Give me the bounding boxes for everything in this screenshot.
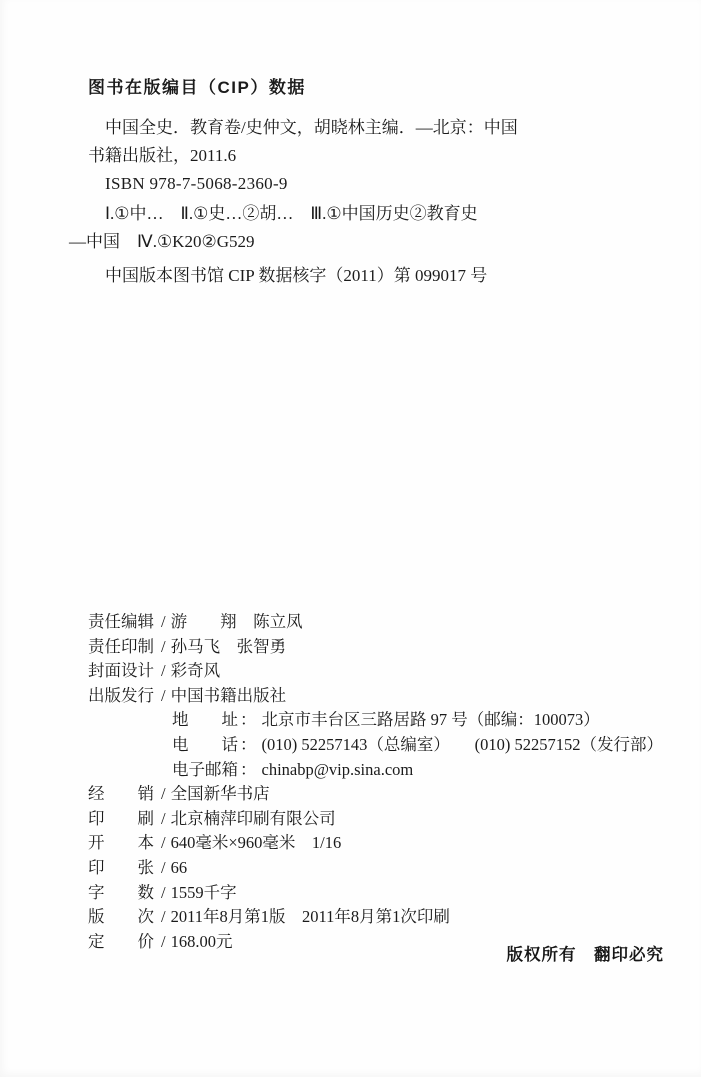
slash-separator: /	[161, 636, 166, 656]
publisher-email-row	[172, 758, 688, 783]
cip-classification-line1: Ⅰ.①中… Ⅱ.①史…②胡… Ⅲ.①中国历史②教育史	[105, 204, 478, 223]
subrow-value: 北京市丰台区三路居路 97 号（邮编：100073）	[261, 710, 600, 730]
row-value: 北京楠萍印刷有限公司	[170, 808, 336, 828]
cip-bibliographic-entry	[88, 114, 633, 170]
cip-classification-line2: —中国 Ⅳ.①K20②G529	[69, 232, 255, 251]
cip-entry-line2: 书籍出版社，2011.6	[88, 146, 237, 165]
cip-record-number: 中国版本图书馆 CIP 数据核字（2011）第 099017 号	[105, 266, 488, 285]
colophon-row-sheets	[88, 856, 688, 881]
slash-separator: /	[161, 882, 166, 902]
row-value: 全国新华书店	[170, 784, 270, 804]
row-label: 出版发行	[88, 685, 154, 705]
row-label: 定 价	[88, 931, 154, 951]
subrow-label: 地 址	[172, 710, 238, 730]
cip-classification	[69, 200, 633, 256]
isbn-number: ISBN 978-7-5068-2360-9	[105, 174, 288, 193]
slash-separator: /	[161, 833, 166, 853]
row-label: 经 销	[88, 784, 154, 804]
copyright-notice: 版权所有 翻印必究	[506, 946, 664, 964]
row-value: 1559千字	[170, 882, 237, 902]
row-label: 字 数	[88, 882, 154, 902]
colophon-row-publisher	[88, 684, 688, 709]
cip-data-section	[69, 76, 633, 290]
row-value: 66	[170, 857, 188, 877]
colophon-row-print-supervisor	[88, 635, 688, 660]
colophon-row-distributor	[88, 782, 688, 807]
subrow-label: 电子邮箱	[172, 759, 238, 779]
slash-separator: /	[161, 784, 166, 804]
row-label: 版 次	[88, 907, 154, 927]
colophon-row-edition	[88, 905, 688, 930]
row-label: 开 本	[88, 833, 154, 853]
row-value: 640毫米×960毫米 1/16	[170, 833, 342, 853]
slash-separator: /	[161, 857, 166, 877]
colon-separator: ：	[240, 734, 257, 754]
colophon-row-cover-design	[88, 659, 688, 684]
row-label: 封面设计	[88, 661, 154, 681]
subrow-value: chinabp@vip.sina.com	[261, 759, 414, 779]
colon-separator: ：	[240, 710, 257, 730]
publisher-address-row	[172, 708, 688, 733]
row-value: 游 翔 陈立凤	[170, 612, 303, 631]
colophon-row-printer	[88, 807, 688, 832]
slash-separator: /	[161, 685, 166, 705]
row-label: 印 刷	[88, 808, 154, 828]
slash-separator: /	[161, 808, 166, 828]
row-value: 中国书籍出版社	[170, 685, 287, 705]
cip-heading: 图书在版编目（CIP）数据	[88, 78, 306, 97]
colophon-section	[88, 610, 688, 954]
row-value: 彩奇风	[170, 661, 221, 681]
subrow-value: (010) 52257143（总编室） (010) 52257152（发行部）	[261, 734, 663, 754]
publisher-phone-row	[172, 733, 688, 758]
colophon-row-editor	[88, 610, 688, 635]
colon-separator: ：	[240, 759, 257, 779]
subrow-label: 电 话	[172, 734, 238, 754]
slash-separator: /	[161, 661, 166, 681]
slash-separator: /	[161, 931, 166, 951]
row-value: 2011年8月第1版 2011年8月第1次印刷	[170, 907, 450, 927]
slash-separator: /	[161, 612, 166, 631]
row-label: 印 张	[88, 857, 154, 877]
row-value: 孙马飞 张智勇	[170, 636, 287, 656]
colophon-row-wordcount	[88, 881, 688, 906]
cip-entry-line1: 中国全史．教育卷/史仲文，胡晓林主编．—北京：中国	[105, 118, 518, 137]
row-value: 168.00元	[170, 931, 233, 951]
colophon-row-format	[88, 831, 688, 856]
row-label: 责任编辑	[88, 612, 154, 631]
slash-separator: /	[161, 907, 166, 927]
row-label: 责任印制	[88, 636, 154, 656]
